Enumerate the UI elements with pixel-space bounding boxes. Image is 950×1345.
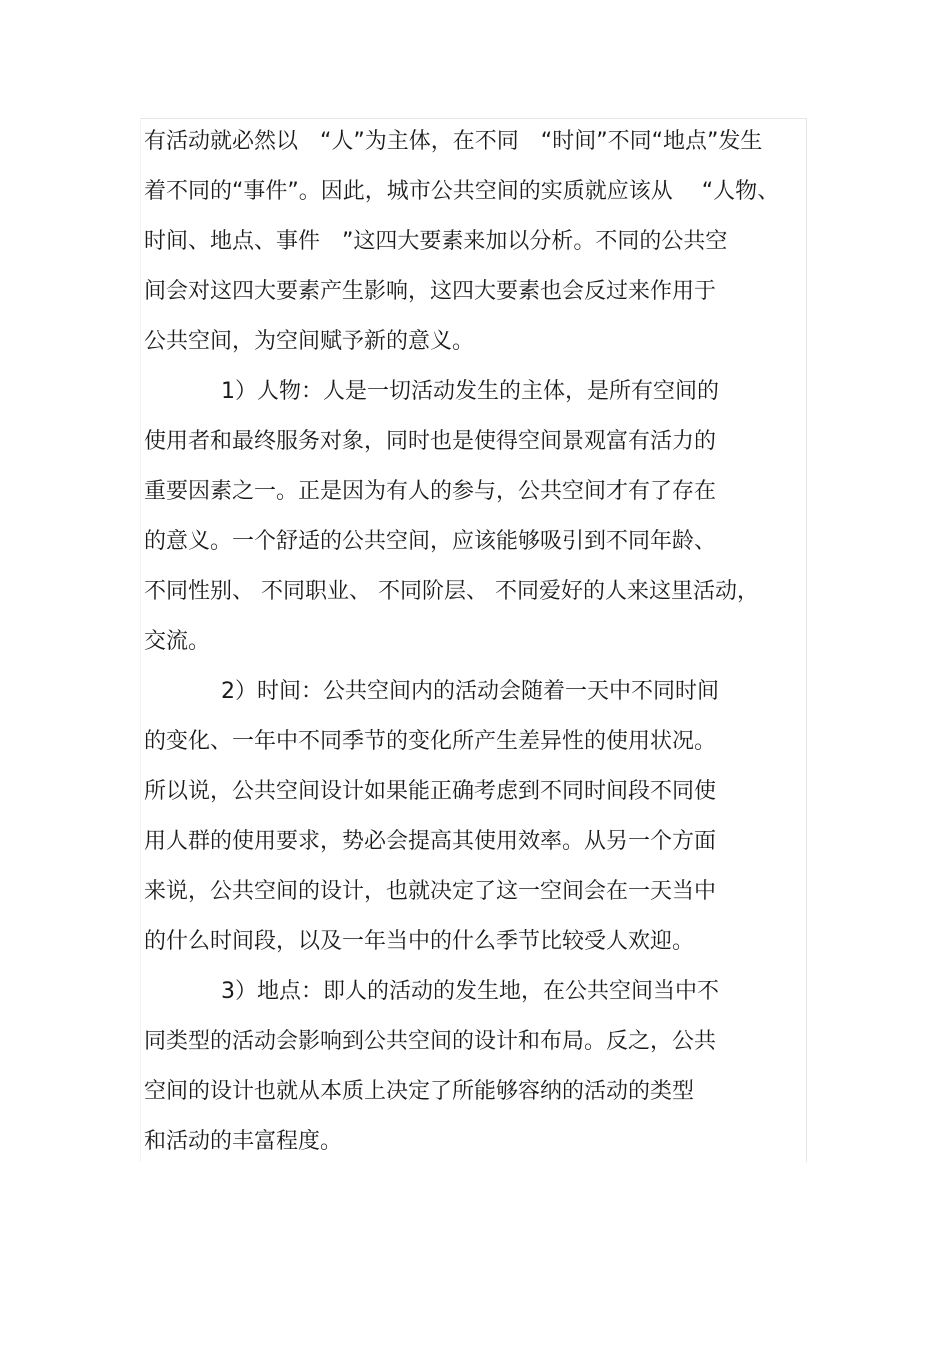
text-line: 时间、地点、事件 ”这四大要素来加以分析。不同的公共空 (144, 229, 728, 254)
text-line: 公共空间，为空间赋予新的意义。 (144, 329, 475, 354)
text-line: 空间的设计也就从本质上决定了所能够容纳的活动的类型 (144, 1079, 695, 1104)
text-line: 同类型的活动会影响到公共空间的设计和布局。反之，公共 (144, 1029, 717, 1054)
text-line: 所以说，公共空间设计如果能正确考虑到不同时间段不同使 (144, 779, 717, 804)
text-line: 的变化、一年中不同季节的变化所产生差异性的使用状况。 (144, 729, 717, 754)
text-line: 使用者和最终服务对象，同时也是使得空间景观富有活力的 (144, 429, 717, 454)
text-line: 和活动的丰富程度。 (144, 1129, 343, 1154)
text-line: 着不同的“事件”。因此，城市公共空间的实质就应该从 “人物、 (144, 179, 780, 204)
text-line: 来说，公共空间的设计，也就决定了这一空间会在一天当中 (144, 879, 717, 904)
text-line: 的意义。一个舒适的公共空间，应该能够吸引到不同年龄、 (144, 529, 717, 554)
text-line: 间会对这四大要素产生影响，这四大要素也会反过来作用于 (144, 279, 717, 304)
text-line: 的什么时间段，以及一年当中的什么季节比较受人欢迎。 (144, 929, 695, 954)
text-line: 重要因素之一。正是因为有人的参与，公共空间才有了存在 (144, 479, 717, 504)
section-heading-line: 2）时间：公共空间内的活动会随着一天中不同时间 (221, 679, 719, 704)
text-line: 交流。 (144, 629, 211, 654)
document-body (144, 122, 824, 1172)
section-heading-line: 1）人物：人是一切活动发生的主体，是所有空间的 (221, 379, 719, 404)
section-heading-line: 3）地点：即人的活动的发生地，在公共空间当中不 (221, 979, 719, 1004)
text-line: 不同性别、 不同职业、 不同阶层、 不同爱好的人来这里活动， (144, 579, 759, 604)
text-line: 用人群的使用要求，势必会提高其使用效率。从另一个方面 (144, 829, 717, 854)
text-line: 有活动就必然以 “人”为主体，在不同 “时间”不同“地点”发生 (144, 129, 763, 154)
